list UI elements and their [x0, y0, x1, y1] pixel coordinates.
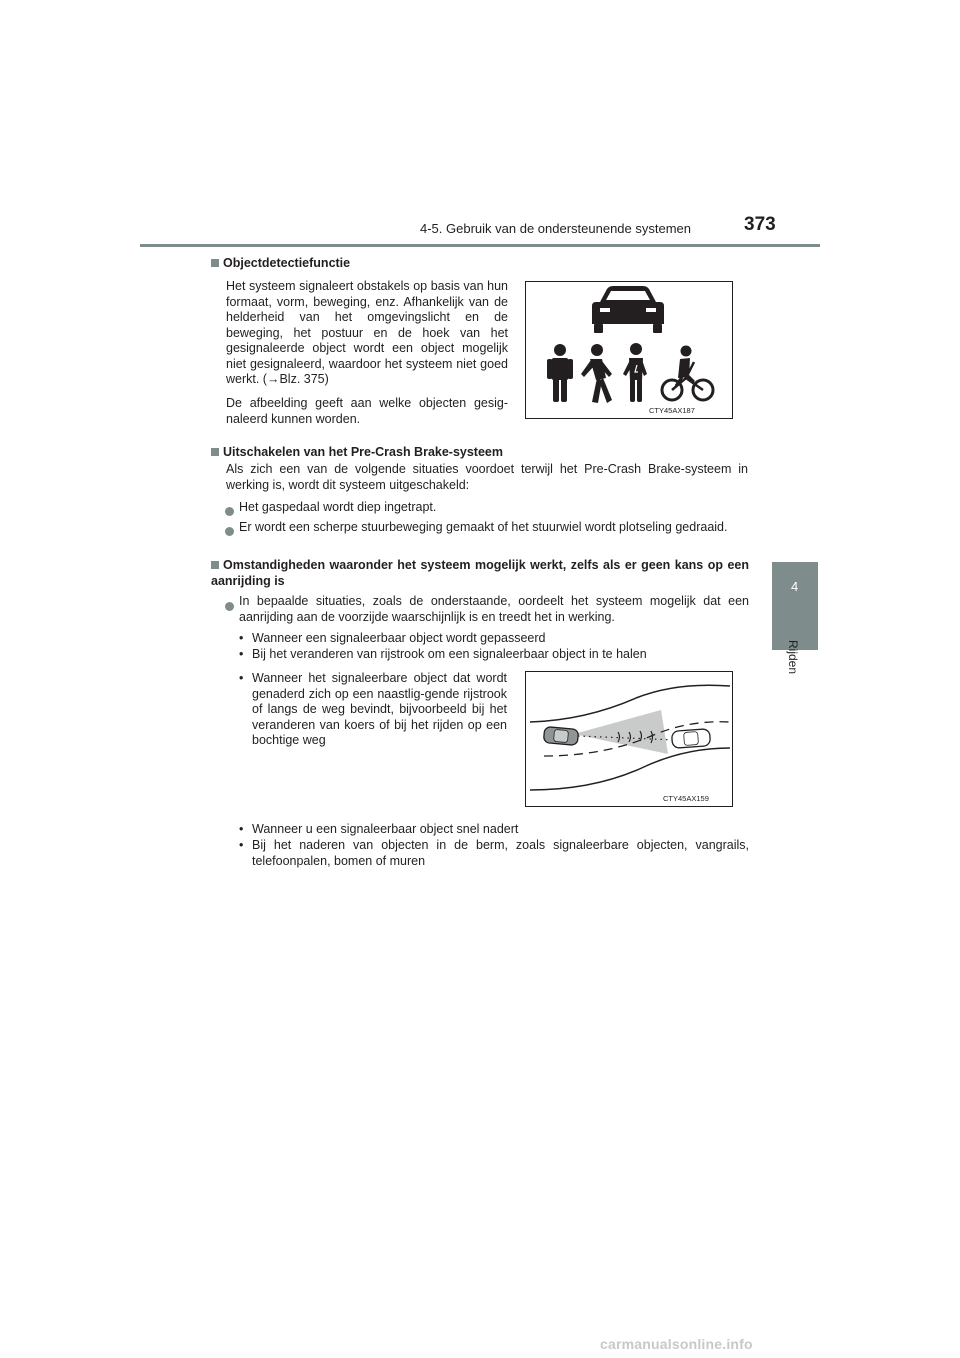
subitem-2: • Bij het veranderen van rijstrook om een signaleerbaar object in te halen: [239, 647, 647, 661]
standing-pedestrian-icon: [547, 344, 573, 402]
square-bullet-icon: [211, 259, 219, 267]
chapter-label: Rijden: [786, 640, 800, 675]
car-rear-icon: [592, 286, 664, 333]
own-car-icon: [543, 727, 578, 746]
chapter-number: 4: [791, 579, 799, 594]
detectable-objects-illustration: [526, 282, 732, 418]
subitem-5: • Bij het naderen van objecten in de berm, zoals signaleerbare objecten, vangrails, telefoonpalen, bomen of muren: [239, 838, 749, 868]
bullet-dot-icon: [225, 503, 234, 521]
subitem-4: • Wanneer u een signaleerbaar object snel nadert: [239, 822, 519, 836]
disable-bullet-1: Het gaspedaal wordt diep ingetrapt.: [239, 500, 437, 514]
object-detection-note: De afbeelding geeft aan welke objecten gesig-naleerd kunnen worden.: [226, 396, 508, 426]
road-edge-top: [530, 685, 730, 722]
section-title: 4-5. Gebruik van de ondersteunende systemen: [420, 221, 692, 236]
page-number: 373: [744, 214, 776, 235]
curved-road-illustration: [526, 672, 732, 806]
disable-bullet-2: Er wordt een scherpe stuurbeweging gemaakt of het stuurwiel wordt plotseling gedraaid.: [239, 520, 728, 534]
heading-disable: Uitschakelen van het Pre-Crash Brake-systeem: [211, 445, 503, 461]
figure-detectable-objects: [525, 281, 733, 419]
object-detection-paragraph: Het systeem signaleert obstakels op basis van hun formaat, vorm, beweging, enz. Afhankelijk van de helderheid van het omgevingslicht en de beweging, het postuur en de hoek van het gesignaleerde object wordt een object mogelijk niet gesignaleerd, waardoor het systeem niet goed werkt. (→Blz. 375): [226, 279, 508, 386]
square-bullet-icon: [211, 448, 219, 456]
bullet-dot-icon: [225, 523, 234, 541]
circumstances-bullet: In bepaalde situaties, zoals de onderstaande, oordeelt het systeem mogelijk dat een aanrijding aan de voorzijde waarschijnlijk is en treedt het in werking.: [239, 594, 749, 624]
bullet-dot-icon: [225, 598, 234, 616]
header-rule: [140, 244, 820, 247]
figure-curved-road: [525, 671, 733, 807]
chapter-tab: [772, 562, 818, 650]
figure-caption-curve: CTY45AX159: [663, 794, 709, 803]
disable-intro: Als zich een van de volgende situaties voordoet terwijl het Pre-Crash Brake-systeem in werking is, wordt dit systeem uitgeschakeld:: [226, 462, 748, 492]
heading-object-detection: Objectdetectiefunctie: [211, 256, 350, 272]
road-edge-bottom: [530, 748, 730, 790]
pedestrian-with-arms-icon: [623, 343, 647, 402]
watermark: carmanualsonline.info: [600, 1336, 753, 1352]
oncoming-car-icon: [671, 729, 710, 749]
heading-circumstances: Omstandigheden waaronder het systeem mogelijk werkt, zelfs als er geen kans op een aanrijding is: [211, 558, 749, 588]
subitem-1: • Wanneer een signaleerbaar object wordt gepasseerd: [239, 631, 546, 645]
subitem-3: • Wanneer het signaleerbare object dat wordt genaderd zich op een naastlig-gende rijstrook of langs de weg bevindt, bijvoorbeeld bij het veranderen van koers of bij het rijden op een bochtige weg: [239, 671, 507, 747]
radar-beam-shape: [574, 710, 668, 754]
cyclist-icon: [662, 346, 713, 401]
square-bullet-icon: [211, 561, 219, 569]
walking-pedestrian-icon: [581, 344, 612, 403]
figure-caption-objects: CTY45AX187: [649, 406, 695, 415]
